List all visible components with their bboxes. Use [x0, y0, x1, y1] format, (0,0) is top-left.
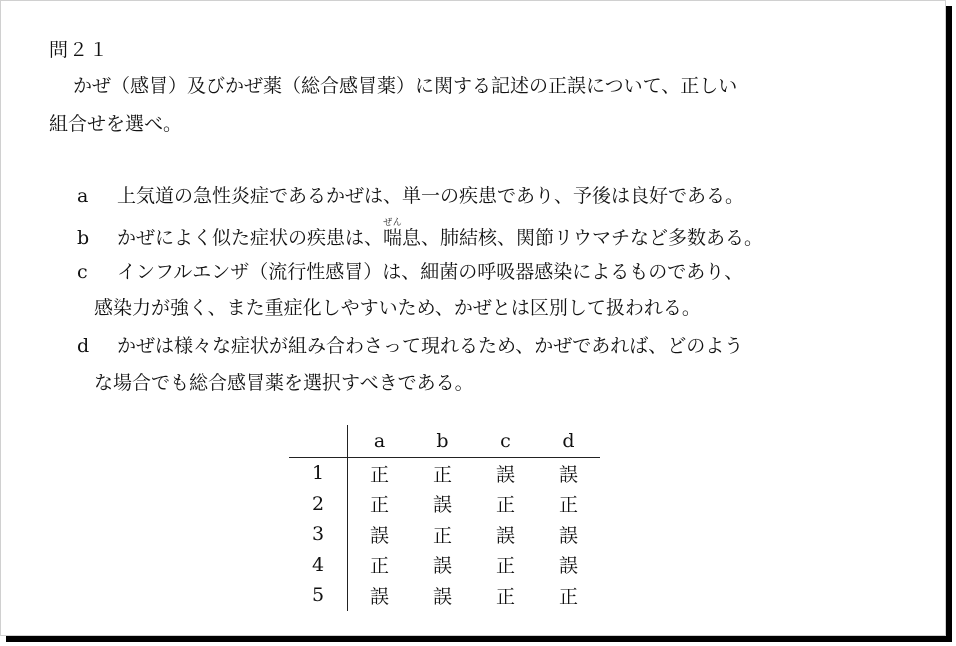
table-cell: 正 — [432, 463, 452, 486]
table-cell: 正 — [495, 494, 515, 517]
statement-letter: a — [77, 185, 89, 207]
table-cell: 誤 — [558, 524, 578, 547]
answer-option-row[interactable] — [289, 519, 600, 550]
answer-option-row[interactable] — [289, 550, 600, 581]
table-cell: 正 — [495, 555, 515, 578]
page-shadow-right — [946, 6, 952, 642]
table-cell: 正 — [432, 524, 452, 547]
answer-table — [289, 425, 600, 611]
table-cell: 正 — [369, 494, 389, 517]
statement-text: 上気道の急性炎症であるかぜは、単一の疾患であり、予後は良好である。 — [117, 185, 745, 207]
table-cell: 誤 — [558, 463, 578, 486]
table-cell: 誤 — [369, 585, 389, 608]
question-number: 問２１ — [49, 39, 110, 61]
statement-c-continuation: 感染力が強く、また重症化しやすいため、かぜとは区別して扱われる。 — [94, 297, 701, 319]
table-cell: 誤 — [432, 555, 452, 578]
ruby-reading: ぜん — [383, 218, 403, 228]
option-number: 1 — [289, 458, 348, 489]
question-stem — [49, 67, 879, 143]
option-number: 2 — [289, 489, 348, 520]
table-cell: 正 — [558, 585, 578, 608]
table-cell: 正 — [369, 463, 389, 486]
statement-letter: c — [77, 261, 88, 283]
option-number: 4 — [289, 550, 348, 581]
statement-text: インフルエンザ（流行性感冒）は、細菌の呼吸器感染によるものであり、 — [117, 261, 744, 283]
statement-d — [77, 331, 743, 358]
option-number: 3 — [289, 519, 348, 550]
header-corner — [289, 425, 348, 458]
statement-text: かぜによく似た症状の疾患は、 — [117, 227, 384, 249]
furigana-word — [383, 218, 403, 249]
statement-a — [77, 181, 744, 208]
answer-option-row[interactable] — [289, 580, 600, 611]
statement-text-continued: 息、肺結核、関節リウマチなど多数ある。 — [402, 227, 764, 249]
header-a: a — [348, 425, 412, 458]
statement-c — [77, 257, 743, 284]
table-cell: 正 — [369, 555, 389, 578]
ruby-base: 喘 — [383, 227, 403, 249]
table-cell: 正 — [495, 585, 515, 608]
statement-text: かぜは様々な症状が組み合わさって現れるため、かぜであれば、どのよう — [117, 335, 744, 357]
stem-line-2: 組合せを選べ。 — [49, 113, 183, 135]
table-cell: 誤 — [369, 524, 389, 547]
statement-letter: b — [77, 227, 90, 249]
answer-table-header — [289, 425, 600, 458]
header-b: b — [411, 425, 474, 458]
header-d: d — [537, 425, 600, 458]
stem-line-1: かぜ（感冒）及びかぜ薬（総合感冒薬）に関する記述の正誤について、正しい — [73, 75, 738, 97]
table-cell: 誤 — [495, 463, 515, 486]
header-c: c — [474, 425, 537, 458]
table-cell: 誤 — [558, 555, 578, 578]
table-cell: 正 — [558, 494, 578, 517]
answer-option-row[interactable] — [289, 489, 600, 520]
page-shadow-bottom — [6, 636, 952, 642]
answer-option-row[interactable] — [289, 458, 600, 489]
statement-d-continuation: な場合でも総合感冒薬を選択すべきである。 — [94, 372, 474, 394]
statement-b — [77, 218, 763, 250]
statement-letter: d — [77, 335, 90, 357]
option-number: 5 — [289, 580, 348, 611]
table-cell: 誤 — [432, 494, 452, 517]
table-cell: 誤 — [432, 585, 452, 608]
table-cell: 誤 — [495, 524, 515, 547]
